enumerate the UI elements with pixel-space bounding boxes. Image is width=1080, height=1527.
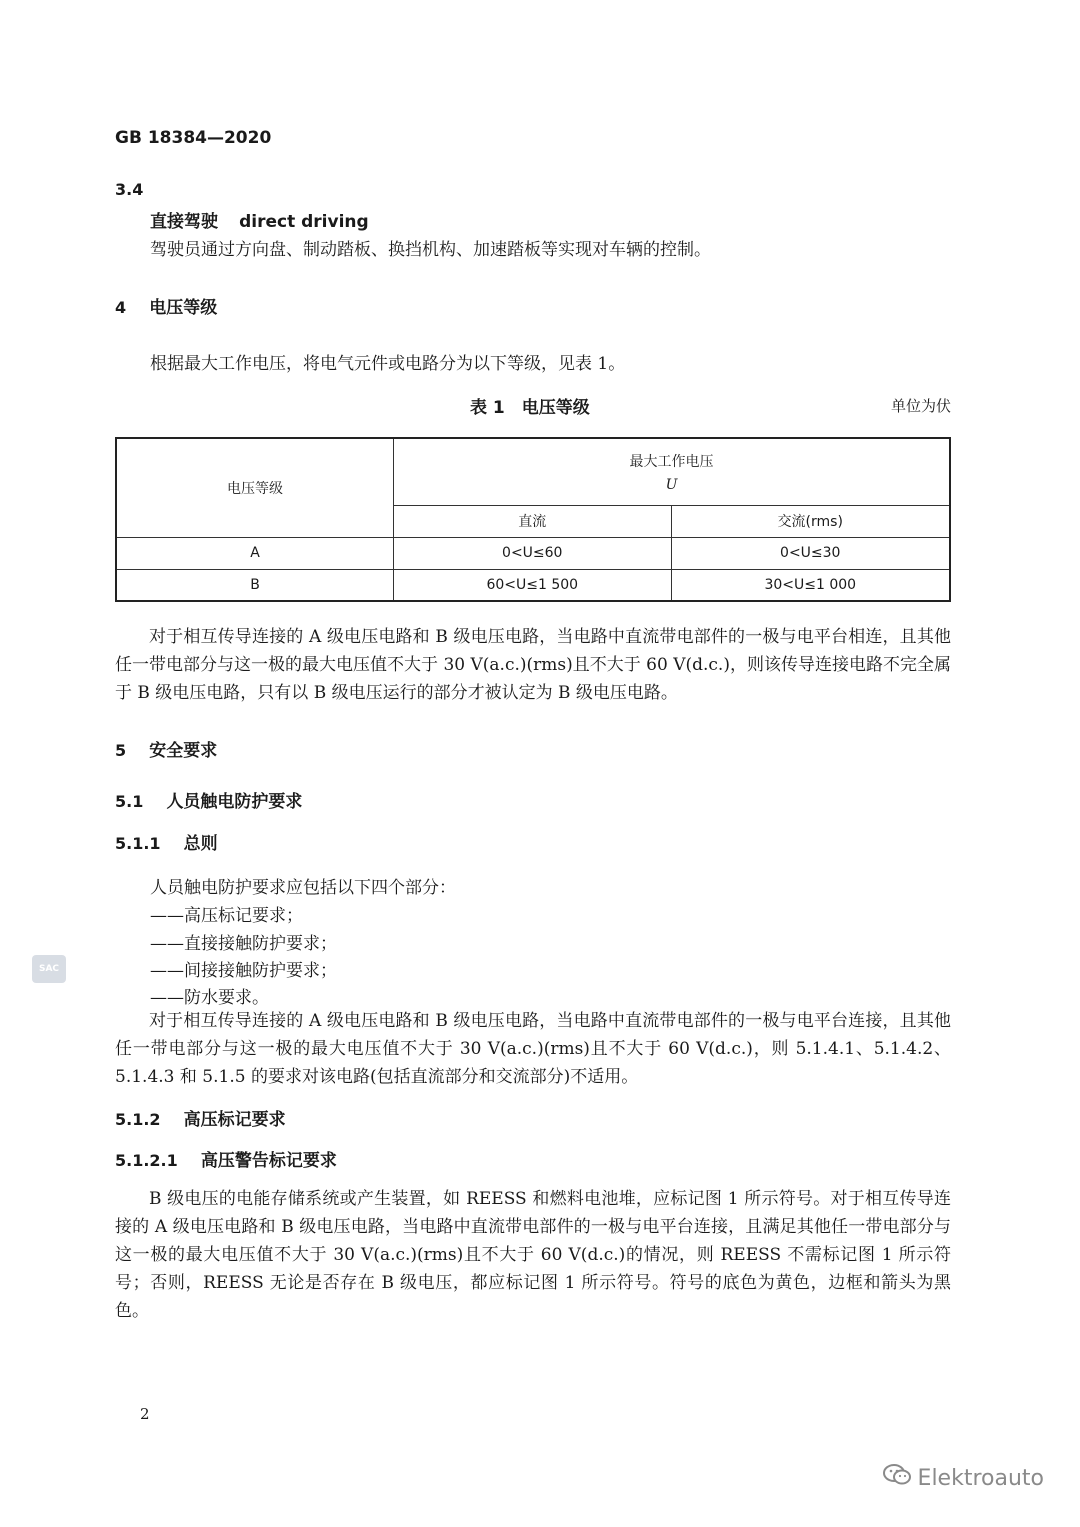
section-4-heading	[115, 293, 217, 318]
header-max-label: 最大工作电压	[629, 453, 714, 470]
list-item: ——防水要求。	[150, 988, 269, 1008]
section-5-1-1-heading	[115, 829, 218, 854]
term-heading	[150, 207, 369, 232]
section-5-1-title: 人员触电防护要求	[166, 792, 303, 812]
list-item: ——直接接触防护要求；	[150, 934, 337, 954]
row-dc: 0<U≤60	[394, 537, 672, 569]
section-4-note: 对于相互传导连接的 A 级电压电路和 B 级电压电路，当电路中直流带电部件的一极与电平台相连，且其他任一带电部分与这一极的最大电压值不大于 30 V(a.c.)(rms)且不大于 60 V(d.c.)，则该传导连接电路不完全属于 B 级电压电路，只有以 B 级电压运行的部分才被认定为 B 级电压电路。	[115, 627, 951, 703]
table-unit: 单位为伏	[890, 397, 951, 415]
row-level: B	[116, 569, 394, 601]
table-caption: 表 1 电压等级	[470, 398, 590, 418]
header-dc: 直流	[394, 505, 672, 537]
section-4-title: 电压等级	[149, 298, 218, 318]
section-5-1-2-heading	[115, 1105, 286, 1130]
page-number: 2	[140, 1405, 150, 1423]
section-5-title: 安全要求	[149, 741, 218, 761]
header-max-symbol: U	[665, 476, 678, 493]
section-5-1-1-title: 总则	[183, 834, 218, 854]
term-en: direct driving	[239, 212, 369, 232]
section-5-1-2-1-number: 5.1.2.1	[115, 1151, 178, 1170]
section-4-number: 4	[115, 298, 127, 317]
row-dc: 60<U≤1 500	[394, 569, 672, 601]
section-5-1-2-1-body: B 级电压的电能存储系统或产生装置，如 REESS 和燃料电池堆，应标记图 1 所示符号。对于相互传导连接的 A 级电压电路和 B 级电压电路，当电路中直流带电部件的一极与电平台连接，且满足其他任一带电部分与这一极的最大电压值不大于 30 V(a.c.)(rms)且不大于 60 V(d.c.)的情况，则 REESS 不需标记图 1 所示符号；否则，REESS 无论是否存在 B 级电压，都应标记图 1 所示符号。符号的底色为黄色，边框和箭头为黑色。	[115, 1189, 951, 1321]
brand-name: Elektroauto	[917, 1465, 1044, 1491]
section-5-1-2-1-heading	[115, 1146, 337, 1171]
section-4-intro: 根据最大工作电压，将电气元件或电路分为以下等级，见表 1。	[150, 354, 626, 374]
section-5-number: 5	[115, 741, 127, 760]
section-5-1-1-number: 5.1.1	[115, 834, 161, 853]
section-5-1-2-title: 高压标记要求	[183, 1110, 286, 1130]
section-5-1-1-intro: 人员触电防护要求应包括以下四个部分：	[150, 878, 456, 898]
section-5-1-1-note: 对于相互传导连接的 A 级电压电路和 B 级电压电路，当电路中直流带电部件的一极与电平台连接，且其他任一带电部分与这一极的最大电压值不大于 30 V(a.c.)(rms)且不大于 60 V(d.c.)，则 5.1.4.1、5.1.4.2、5.1.4.3 和 5.1.5 的要求对该电路(包括直流部分和交流部分)不适用。	[115, 1011, 951, 1087]
list-item: ——高压标记要求；	[150, 906, 303, 926]
header-voltage-class: 电压等级	[116, 438, 394, 537]
list-item: ——间接接触防护要求；	[150, 961, 337, 981]
term-cn: 直接驾驶	[150, 212, 218, 232]
wechat-icon	[882, 1462, 912, 1494]
section-5-heading	[115, 736, 217, 761]
voltage-class-table	[115, 437, 951, 602]
header-ac: 交流(rms)	[671, 505, 950, 537]
section-5-1-number: 5.1	[115, 792, 144, 811]
section-5-1-2-number: 5.1.2	[115, 1110, 161, 1129]
sac-watermark: SAC	[32, 955, 66, 983]
table-row	[116, 569, 950, 601]
table-row	[116, 537, 950, 569]
row-ac: 0<U≤30	[671, 537, 950, 569]
row-level: A	[116, 537, 394, 569]
row-ac: 30<U≤1 000	[671, 569, 950, 601]
header-max-working-voltage	[394, 438, 951, 505]
term-definition: 驾驶员通过方向盘、制动踏板、换挡机构、加速踏板等实现对车辆的控制。	[150, 240, 711, 260]
footer-brand	[882, 1462, 1044, 1494]
standard-code: GB 18384—2020	[115, 128, 272, 148]
section-3-4-number: 3.4	[115, 180, 144, 199]
section-5-1-heading	[115, 787, 302, 812]
section-5-1-2-1-title: 高压警告标记要求	[200, 1151, 337, 1171]
